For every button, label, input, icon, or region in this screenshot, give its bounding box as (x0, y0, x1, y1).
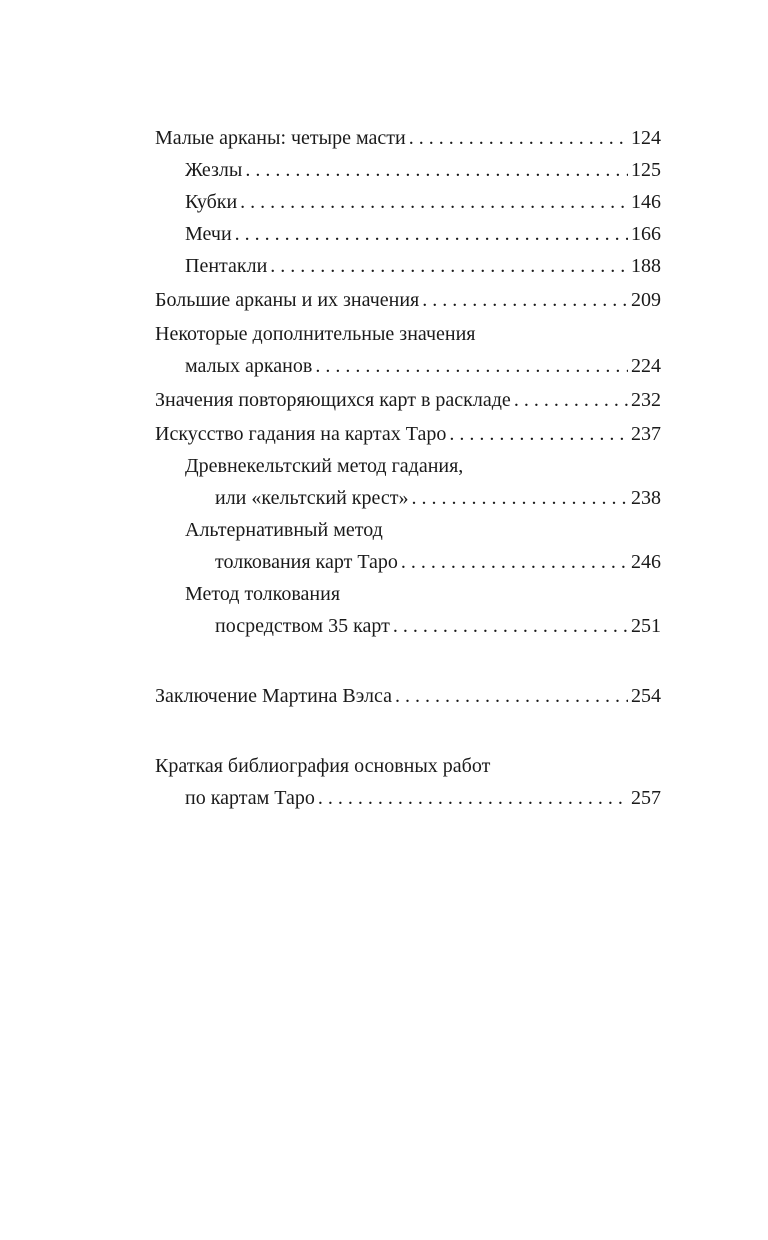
toc-entry (155, 218, 661, 250)
dot-leader (401, 546, 628, 578)
toc-entry (155, 750, 661, 814)
toc-entry-title: Заключение Мартина Вэлса (155, 685, 392, 707)
toc-entry-page: 246 (631, 551, 661, 573)
toc-entry-page: 166 (631, 223, 661, 245)
toc-entry-title: Малые арканы: четыре масти (155, 127, 406, 149)
toc-entry-title: Древнекельтский метод гадания, (185, 455, 464, 477)
toc-entry-title: Кубки (185, 191, 238, 213)
toc-entry (155, 514, 661, 578)
toc-entry-page: 237 (631, 423, 661, 445)
toc-entry-page: 209 (631, 289, 661, 311)
toc-entry (155, 154, 661, 186)
toc-entry (155, 186, 661, 218)
toc-entry (155, 450, 661, 514)
dot-leader (395, 680, 628, 712)
toc-entry-page: 251 (631, 615, 661, 637)
toc-entry-title: Жезлы (185, 159, 243, 181)
toc-entry-title-cont: толкования карт Таро (215, 551, 398, 573)
toc-entry-page: 125 (631, 159, 661, 181)
toc-entry-title-cont: по картам Таро (185, 787, 315, 809)
dot-leader (514, 384, 628, 416)
toc-entry-title: Пентакли (185, 255, 268, 277)
toc-entry-title: Альтернативный метод (185, 519, 383, 541)
toc-entry-title: Мечи (185, 223, 232, 245)
dot-leader (409, 122, 628, 154)
toc-entry-page: 257 (631, 787, 661, 809)
toc-entry-title-cont: посредством 35 карт (215, 615, 390, 637)
toc-entry-title-cont: или «кельтский крест» (215, 487, 409, 509)
toc-entry-title: Метод толкования (185, 583, 341, 605)
toc-entry-page: 238 (631, 487, 661, 509)
dot-leader (235, 218, 628, 250)
table-of-contents (155, 122, 661, 814)
toc-entry (155, 418, 661, 450)
dot-leader (270, 250, 628, 282)
toc-entry-title: Значения повторяющихся карт в раскладе (155, 389, 511, 411)
dot-leader (245, 154, 628, 186)
toc-entry (155, 250, 661, 282)
dot-leader (393, 610, 628, 642)
toc-entry-title: Краткая библиография основных работ (155, 755, 491, 777)
dot-leader (412, 482, 628, 514)
dot-leader (422, 284, 628, 316)
toc-entry-page: 254 (631, 685, 661, 707)
toc-entry-page: 146 (631, 191, 661, 213)
toc-entry-title: Большие арканы и их значения (155, 289, 420, 311)
toc-entry-page: 188 (631, 255, 661, 277)
toc-entry-page: 224 (631, 355, 661, 377)
toc-entry-title-cont: малых арканов (185, 355, 313, 377)
toc-entry (155, 680, 661, 712)
dot-leader (318, 782, 628, 814)
toc-entry (155, 284, 661, 316)
dot-leader (315, 350, 628, 382)
toc-entry-title: Некоторые дополнительные значения (155, 323, 476, 345)
toc-entry (155, 318, 661, 382)
toc-entry (155, 578, 661, 642)
dot-leader (449, 418, 628, 450)
dot-leader (240, 186, 628, 218)
toc-entry-title: Искусство гадания на картах Таро (155, 423, 447, 445)
toc-entry (155, 384, 661, 416)
toc-entry-page: 232 (631, 389, 661, 411)
toc-entry (155, 122, 661, 154)
toc-entry-page: 124 (631, 127, 661, 149)
